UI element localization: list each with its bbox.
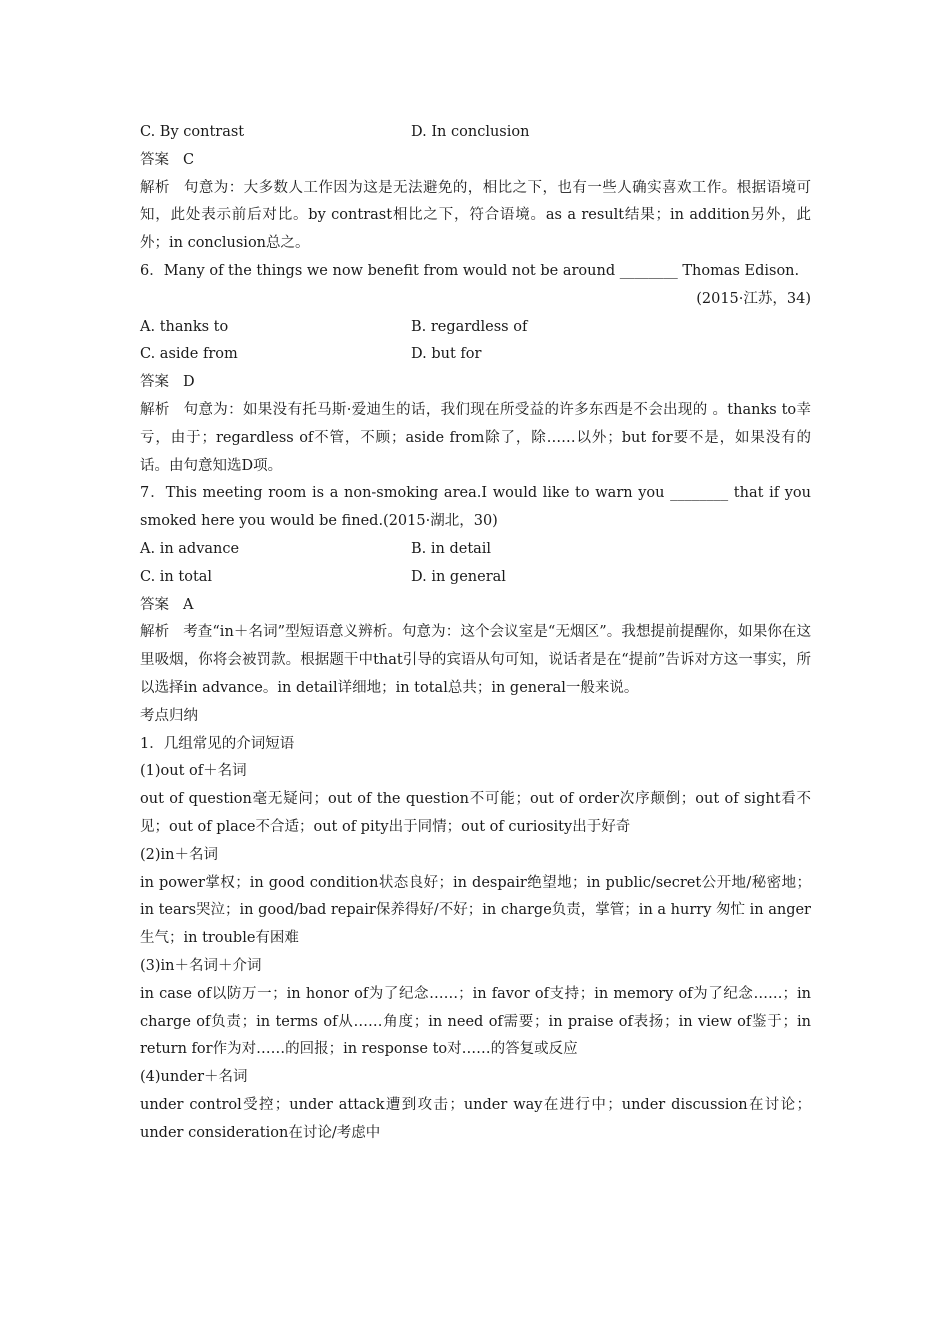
answer-label: 答案 <box>140 596 169 613</box>
q7-option-a: A. in advance <box>140 540 240 557</box>
group1-text: out of question毫无疑问；out of the question不可能；out of order次序颠倒；out of sight看不见；out of place不合适；out of pity出于同情；out of curiosity出于好奇 <box>140 791 811 835</box>
q5-analysis <box>140 175 811 258</box>
analysis-label: 解析 <box>140 624 170 641</box>
document-page <box>140 119 811 1147</box>
group4-text: under control受控；under attack遭到攻击；under way在进行中；under discussion在讨论；under consideration在讨论/考虑中 <box>140 1096 811 1141</box>
summary-subheading: 1．几组常见的介词短语 <box>140 735 295 752</box>
analysis-text: 考查“in＋名词”型短语意义辨析。句意为：这个会议室是“无烟区”。我想提前提醒你，如果你在这里吸烟，你将会被罚款。根据题干中that引导的宾语从句可知，说话者是在“提前”告诉对方这一事实，所以选择in advance。in detail详细地；in total总共；in general一般来说。 <box>140 624 812 696</box>
group4-title: (4)under＋名词 <box>140 1069 248 1086</box>
group2-text: in power掌权；in good condition状态良好；in despair绝望地；in public/secret公开地/秘密地；in tears哭泣；in good/bad repair保养得好/不好；in charge负责，掌管；in a hurry 匆忙 in anger生气；in trouble有困难 <box>140 874 811 947</box>
answer-value: C <box>183 151 195 168</box>
analysis-label: 解析 <box>140 179 170 196</box>
q6-option-b: B. regardless of <box>411 318 528 335</box>
q6-answer <box>140 369 811 397</box>
q5-options <box>140 119 811 147</box>
q6-stem: 6．Many of the things we now benefit from would not be around ________ Thomas Edison. <box>140 262 800 279</box>
q6-option-d: D. but for <box>411 346 482 363</box>
q6-analysis <box>140 397 811 480</box>
q7-answer <box>140 592 811 620</box>
q6-option-c: C. aside from <box>140 346 238 363</box>
q5-answer <box>140 147 811 175</box>
group1-title: (1)out of＋名词 <box>140 763 247 780</box>
q5-option-c: C. By contrast <box>140 124 245 140</box>
q6-options-row1 <box>140 314 811 342</box>
group2-title: (2)in＋名词 <box>140 846 219 863</box>
analysis-text: 句意为：如果没有托马斯·爱迪生的话，我们现在所受益的许多东西是不会出现的 。thanks to幸亏，由于；regardless of不管，不顾；aside from除了，除……以外；but for要不是，如果没有的话。由句意知选D项。 <box>140 401 811 474</box>
group3-title: (3)in＋名词＋介词 <box>140 957 262 974</box>
summary-heading: 考点归纳 <box>140 707 198 724</box>
answer-label: 答案 <box>140 374 169 391</box>
q5-option-d: D. In conclusion <box>411 124 530 140</box>
q7-stem: 7．This meeting room is a non-smoking area.I would like to warn you ________ that if you smoked here you would be fined.(2015·湖北，30) <box>140 485 811 530</box>
analysis-label: 解析 <box>140 401 170 418</box>
q7-option-d: D. in general <box>411 568 506 585</box>
q7-options-row1 <box>140 536 811 564</box>
analysis-text: 句意为：大多数人工作因为这是无法避免的，相比之下，也有一些人确实喜欢工作。根据语境可知，此处表示前后对比。by contrast相比之下，符合语境。as a result结果；in addition另外，此外；in conclusion总之。 <box>140 179 812 252</box>
q6-options-row2 <box>140 341 811 369</box>
q7-option-b: B. in detail <box>411 540 492 557</box>
q6-option-a: A. thanks to <box>140 318 229 335</box>
q7-option-c: C. in total <box>140 568 213 585</box>
q7-options-row2 <box>140 564 811 592</box>
q7-analysis <box>140 619 811 702</box>
answer-value: D <box>183 374 195 391</box>
answer-value: A <box>183 596 194 613</box>
group3-text: in case of以防万一；in honor of为了纪念……；in favor of支持；in memory of为了纪念……；in charge of负责；in terms of从……角度；in need of需要；in praise of表扬；in view of鉴于；in return for作为对……的回报；in response to对……的答复或反应 <box>140 985 811 1058</box>
answer-label: 答案 <box>140 151 169 168</box>
q6-source: (2015·江苏，34) <box>696 290 811 307</box>
